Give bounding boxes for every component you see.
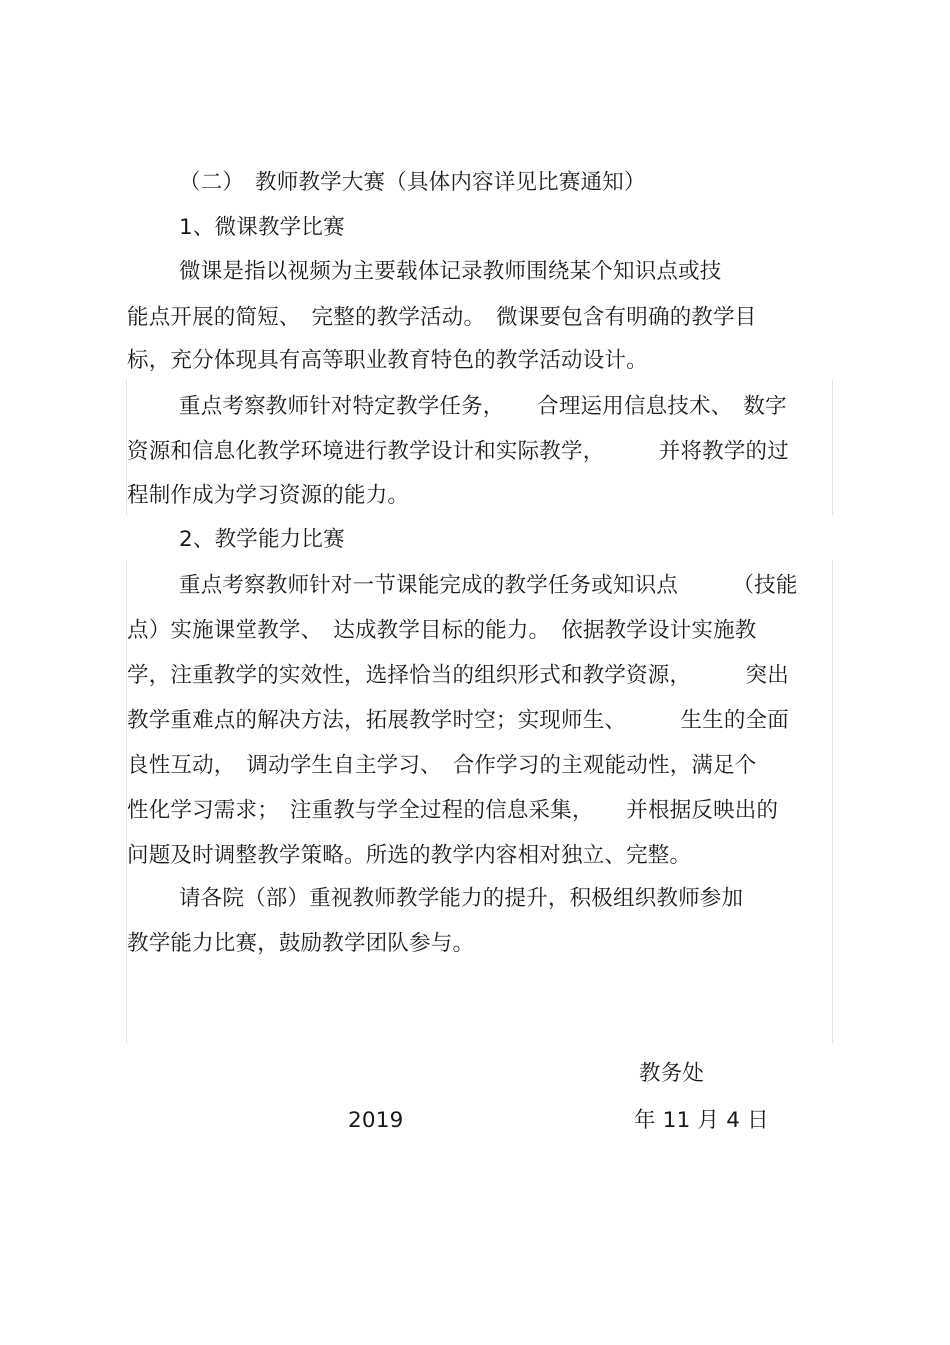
- item2-title: 2、教学能力比赛: [179, 527, 345, 552]
- item1-para1-line3: 标，充分体现具有高等职业教育特色的教学活动设计。: [127, 348, 648, 373]
- signature-date: 年 11 月 4 日: [634, 1108, 769, 1133]
- item2-para1-line3: 学，注重教学的实效性，选择恰当的组织形式和教学资源， 突出: [127, 663, 789, 688]
- section-heading: （二） 教师教学大赛（具体内容详见比赛通知）: [179, 170, 646, 195]
- item2-para1-line7: 问题及时调整教学策略。所选的教学内容相对独立、完整。: [127, 843, 692, 868]
- item1-para2-line3: 程制作成为学习资源的能力。: [127, 483, 410, 508]
- border-right-2: [832, 560, 833, 1043]
- item2-para2-line2: 教学能力比赛，鼓励教学团队参与。: [127, 931, 475, 956]
- item1-para2-line1: 重点考察教师针对特定教学任务， 合理运用信息技术、 数字: [179, 394, 787, 419]
- item2-para1-line2: 点）实施课堂教学、 达成教学目标的能力。 依据教学设计实施教: [127, 618, 757, 643]
- item1-para2-line2: 资源和信息化教学环境进行教学设计和实际教学， 并将教学的过: [127, 439, 789, 464]
- border-right-1: [832, 380, 833, 515]
- item2-para1-line4: 教学重难点的解决方法，拓展教学时空；实现师生、 生生的全面: [127, 708, 789, 733]
- item2-para1-line1: 重点考察教师针对一节课能完成的教学任务或知识点 （技能: [179, 573, 798, 598]
- item2-para2-line1: 请各院（部）重视教师教学能力的提升，积极组织教师参加: [179, 886, 744, 911]
- item1-para1-line2: 能点开展的简短、 完整的教学活动。 微课要包含有明确的教学目: [127, 305, 757, 330]
- item1-para1-line1: 微课是指以视频为主要载体记录教师围绕某个知识点或技: [179, 259, 722, 284]
- signature-department: 教务处: [639, 1061, 705, 1086]
- signature-year: 2019: [348, 1108, 404, 1133]
- item2-para1-line5: 良性互动， 调动学生自主学习、 合作学习的主观能动性，满足个: [127, 753, 757, 778]
- item1-title: 1、微课教学比赛: [179, 215, 345, 240]
- item2-para1-line6: 性化学习需求； 注重教与学全过程的信息采集， 并根据反映出的: [127, 798, 779, 823]
